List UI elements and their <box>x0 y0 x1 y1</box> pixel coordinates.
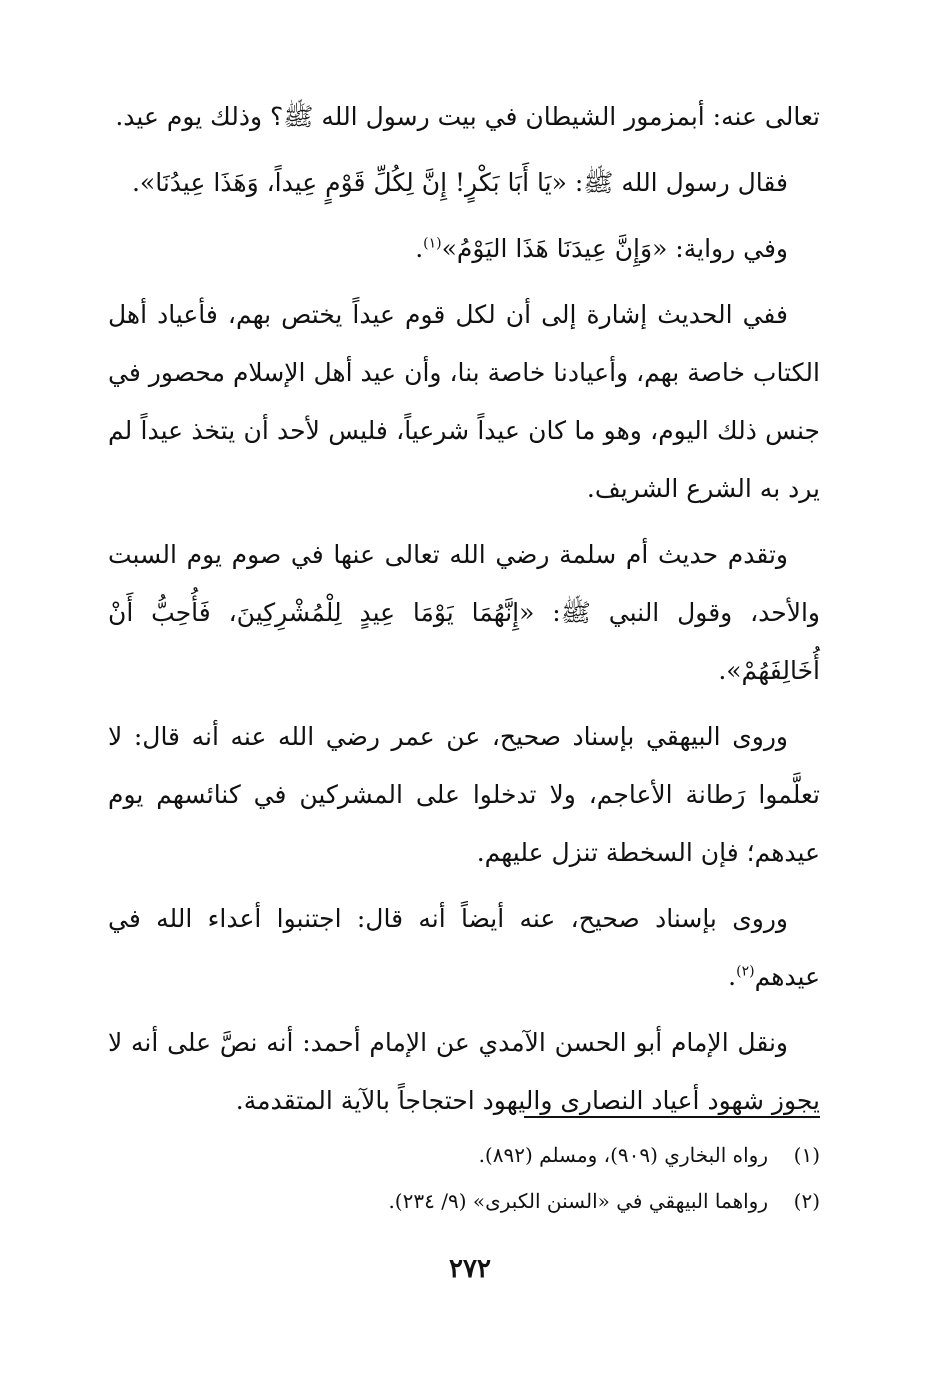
main-text <box>108 88 820 1138</box>
paragraph-3-end: . <box>415 234 424 263</box>
paragraph-5: وتقدم حديث أم سلمة رضي الله تعالى عنها في صوم يوم السبت والأحد، وقول النبي ﷺ: «إِنَّهُمَا يَوْمَا عِيدٍ لِلْمُشْرِكِينَ، فَأُحِبُّ أَنْ أُخَالِفَهُمْ». <box>108 540 820 685</box>
paragraph-3 <box>108 220 820 278</box>
paragraph-7-end: . <box>728 962 737 991</box>
footnote-text: رواهما البيهقي في «السنن الكبرى» (٩/ ٢٣٤). <box>388 1189 768 1213</box>
paragraph-8: ونقل الإمام أبو الحسن الآمدي عن الإمام أحمد: أنه نصَّ على أنه لا يجوز شهود أعياد النصارى واليهود احتجاجاً بالآية المتقدمة. <box>108 1028 820 1115</box>
paragraph-1: تعالى عنه: أبمزمور الشيطان في بيت رسول الله ﷺ؟ وذلك يوم عيد. <box>115 102 820 131</box>
paragraph-7-text: وروى بإسناد صحيح، عنه أيضاً أنه قال: اجتنبوا أعداء الله في عيدهم <box>108 904 820 991</box>
footnote-divider <box>524 1116 820 1118</box>
paragraph-7 <box>108 890 820 1006</box>
footnote-number: (١) <box>793 1143 820 1167</box>
footnote-ref-2[interactable]: (٢) <box>736 963 755 980</box>
paragraph-3-text: وفي رواية: «وَإِنَّ عِيدَنَا هَذَا اليَوْمُ» <box>441 234 788 263</box>
footnote-ref-1[interactable]: (١) <box>423 235 442 252</box>
footnote-2 <box>108 1178 820 1224</box>
footnotes <box>108 1132 820 1224</box>
footnote-text: رواه البخاري (٩٠٩)، ومسلم (٨٩٢). <box>478 1143 768 1167</box>
paragraph-6: وروى البيهقي بإسناد صحيح، عن عمر رضي الله عنه أنه قال: لا تعلَّموا رَطانة الأعاجم، ولا تدخلوا على المشركين في كنائسهم يوم عيدهم؛ فإن السخطة تنزل عليهم. <box>108 722 820 867</box>
paragraph-2: فقال رسول الله ﷺ: «يَا أَبَا بَكْرٍ! إِنَّ لِكُلِّ قَوْمٍ عِيداً، وَهَذَا عِيدُنَا». <box>131 168 788 197</box>
footnote-1 <box>108 1132 820 1178</box>
footnote-number: (٢) <box>793 1189 820 1213</box>
paragraph-4: ففي الحديث إشارة إلى أن لكل قوم عيداً يختص بهم، فأعياد أهل الكتاب خاصة بهم، وأعيادنا خاصة بنا، وأن عيد أهل الإسلام محصور في جنس ذلك اليوم، وهو ما كان عيداً شرعياً، فليس لأحد أن يتخذ عيداً لم يرد به الشرع الشريف. <box>108 300 820 503</box>
page-number: ٢٧٢ <box>449 1254 491 1284</box>
